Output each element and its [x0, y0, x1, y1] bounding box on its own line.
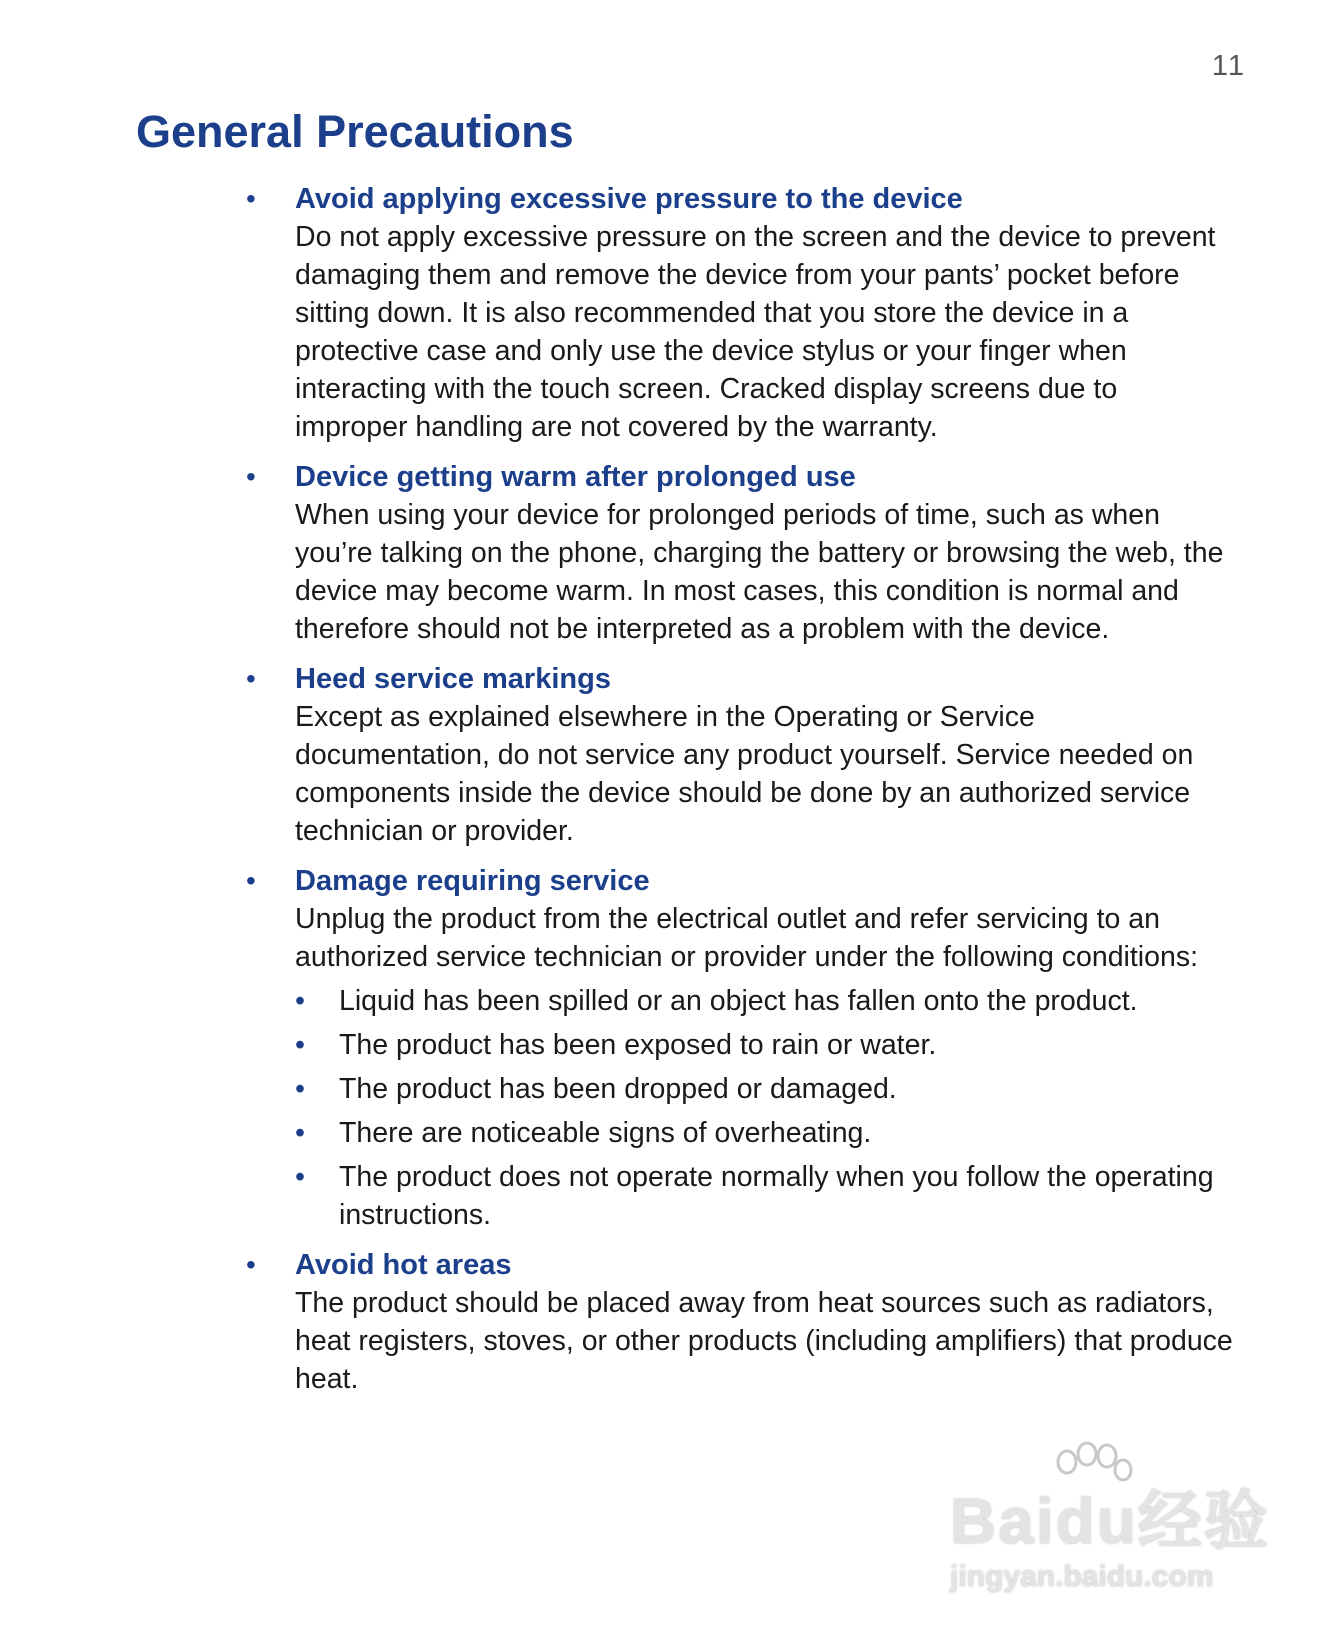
- conditions-list: [295, 982, 1236, 1234]
- watermark-url: jingyan.baidu.com: [950, 1560, 1214, 1593]
- precaution-body: The product should be placed away from heat sources such as radiators, heat registers, stoves, or other products (including amplifiers) that produce heat.: [295, 1287, 1233, 1395]
- precaution-body: Do not apply excessive pressure on the screen and the device to prevent damaging them and remove the device from your pants’ pocket before sitting down. It is also recommended that you store the device in a protective case and only use the device stylus or your finger when interacting with the touch screen. Cracked display screens due to improper handling are not covered by the warranty.: [295, 221, 1216, 443]
- precaution-item: [246, 862, 1236, 1234]
- precaution-body: Unplug the product from the electrical outlet and refer servicing to an authorized service technician or provider under the following conditions:: [295, 903, 1199, 973]
- precaution-body: Except as explained elsewhere in the Operating or Service documentation, do not service any product yourself. Service needed on components inside the device should be done by an authorized service technician or provider.: [295, 701, 1194, 847]
- precaution-item: [246, 1246, 1236, 1398]
- precaution-heading: • Damage requiring service: [295, 865, 650, 897]
- precaution-heading: • Device getting warm after prolonged use: [295, 461, 856, 493]
- precaution-item: [246, 458, 1236, 648]
- paw-icon: [1045, 1440, 1135, 1500]
- condition-item: • The product has been dropped or damaged.: [295, 1070, 1236, 1108]
- watermark-brand: Baidu经验: [950, 1485, 1270, 1557]
- condition-item: • The product does not operate normally when you follow the operating instructions.: [295, 1158, 1236, 1234]
- precaution-heading: • Avoid applying excessive pressure to the device: [295, 183, 963, 215]
- page-number: 11: [1211, 50, 1246, 82]
- precaution-item: [246, 180, 1236, 446]
- condition-item: • There are noticeable signs of overheating.: [295, 1114, 1236, 1152]
- condition-item: • The product has been exposed to rain or water.: [295, 1026, 1236, 1064]
- condition-item: • Liquid has been spilled or an object has fallen onto the product.: [295, 982, 1236, 1020]
- baidu-watermark: [950, 1440, 1270, 1610]
- precautions-list: [246, 180, 1236, 1410]
- precaution-heading: • Heed service markings: [295, 663, 611, 695]
- precaution-heading: • Avoid hot areas: [295, 1249, 512, 1281]
- precaution-item: [246, 660, 1236, 850]
- precaution-body: When using your device for prolonged periods of time, such as when you’re talking on the phone, charging the battery or browsing the web, the device may become warm. In most cases, this condition is normal and therefore should not be interpreted as a problem with the device.: [295, 499, 1224, 645]
- page-title: General Precautions: [136, 106, 574, 157]
